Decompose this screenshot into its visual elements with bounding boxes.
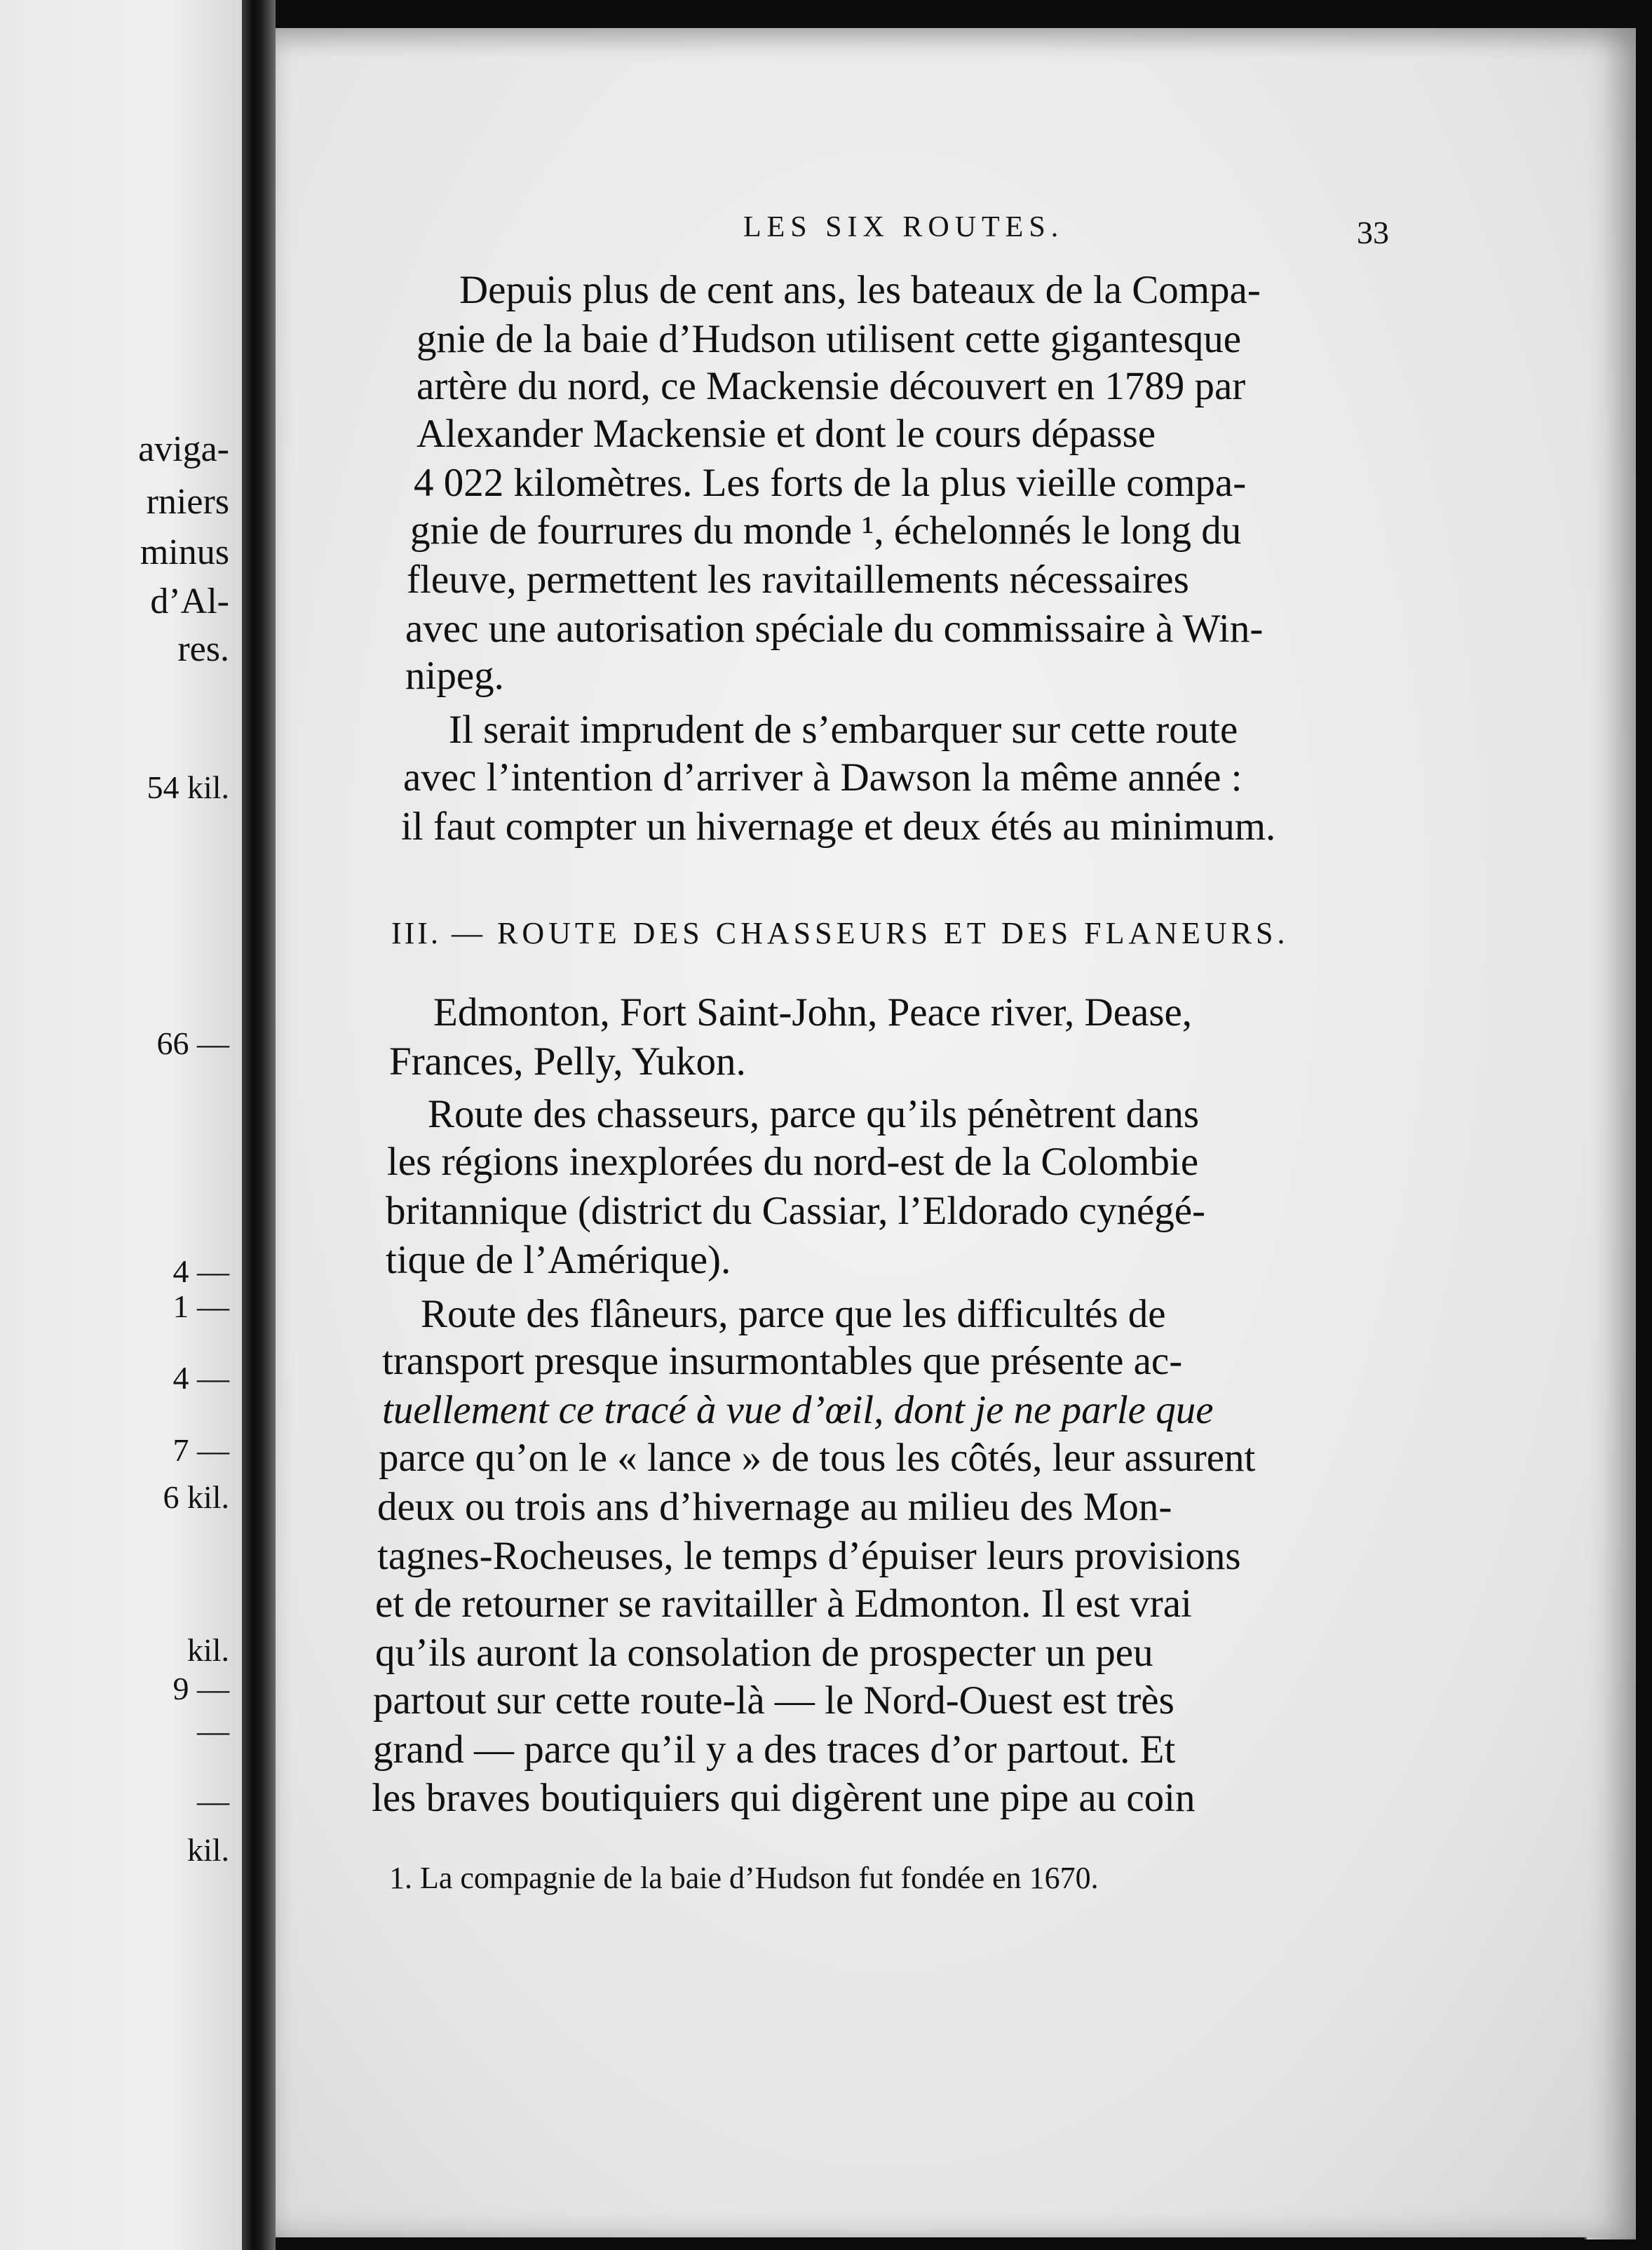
left-page-line: 66 — (156, 1025, 229, 1061)
text-line: 4 022 kilomètres. Les forts de la plus vieille compa- (414, 461, 1247, 505)
text-line: gnie de fourrures du monde ¹, échelonnés le long du (410, 508, 1242, 553)
left-page-line: d’Al- (150, 581, 229, 621)
left-page-line: 7 — (172, 1432, 229, 1468)
left-page-line: 9 — (172, 1671, 229, 1706)
left-page-line: 4 — (172, 1360, 229, 1396)
text-line: fleuve, permettent les ravitaillements nécessaires (407, 558, 1189, 602)
text-line: grand — parce qu’il y a des traces d’or partout. Et (373, 1727, 1176, 1772)
section-number: III. — (391, 916, 485, 950)
text-line: Route des flâneurs, parce que les difficultés de (421, 1292, 1166, 1336)
left-page-line: — (197, 1783, 229, 1819)
text-line: partout sur cette route-là — le Nord-Ouest est très (373, 1678, 1174, 1723)
text-line: avec une autorisation spéciale du commissaire à Win- (405, 607, 1264, 651)
text-line: tuellement ce tracé à vue d’œil, dont je ne parle que (382, 1388, 1214, 1432)
left-page-line: res. (177, 629, 229, 669)
text-line: il faut compter un hivernage et deux étés au minimum. (401, 804, 1276, 849)
text-line: britannique (district du Cassiar, l’Eldorado cynégé- (386, 1189, 1206, 1233)
text-line: parce qu’on le « lance » de tous les côtés, leur assurent (379, 1436, 1256, 1480)
text-line: deux ou trois ans d’hivernage au milieu des Mon- (377, 1485, 1172, 1529)
left-page-line: minus (140, 532, 229, 572)
text-line: Alexander Mackensie et dont le cours dépasse (417, 412, 1156, 456)
text-line: tique de l’Amérique). (386, 1238, 731, 1282)
page-number: 33 (1357, 215, 1389, 250)
text-line: qu’ils auront la consolation de prospecter un peu (375, 1631, 1153, 1675)
text-line: avec l’intention d’arriver à Dawson la même année : (403, 755, 1243, 800)
left-page-line: 54 kil. (147, 769, 229, 805)
left-page-line: kil. (187, 1632, 229, 1668)
left-page-line: aviga- (138, 429, 229, 469)
left-page-line: 4 — (172, 1253, 229, 1289)
text-line: Edmonton, Fort Saint-John, Peace river, Dease, (433, 990, 1193, 1035)
left-page-fragment (0, 0, 242, 2250)
text-line: les braves boutiquiers qui digèrent une pipe au coin (372, 1776, 1196, 1820)
section-heading (391, 915, 1289, 951)
text-line: tagnes-Rocheuses, le temps d’épuiser leurs provisions (377, 1534, 1241, 1578)
running-head: LES SIX ROUTES. (743, 211, 1064, 243)
text-line: Frances, Pelly, Yukon. (389, 1039, 746, 1084)
book-gutter (242, 0, 276, 2250)
section-title-text: ROUTE DES CHASSEURS ET DES FLANEURS. (496, 916, 1289, 950)
text-line: artère du nord, ce Mackensie découvert en 1789 par (417, 364, 1246, 408)
left-page-line: — (197, 1713, 229, 1749)
left-page-line: 6 kil. (163, 1479, 229, 1515)
text-line: Depuis plus de cent ans, les bateaux de la Compa- (459, 268, 1261, 312)
left-page-line: 1 — (172, 1288, 229, 1324)
text-line: Route des chasseurs, parce qu’ils pénètrent dans (428, 1092, 1200, 1136)
text-line: Il serait imprudent de s’embarquer sur cette route (449, 708, 1238, 752)
text-line: transport presque insurmontables que présente ac- (382, 1339, 1183, 1383)
text-line: gnie de la baie d’Hudson utilisent cette gigantesque (417, 317, 1242, 361)
text-line: et de retourner se ravitailler à Edmonton. Il est vrai (375, 1582, 1192, 1626)
text-line: les régions inexplorées du nord-est de la Colombie (387, 1140, 1199, 1184)
footnote: 1. La compagnie de la baie d’Hudson fut fondée en 1670. (389, 1861, 1099, 1895)
left-page-line: kil. (187, 1832, 229, 1868)
left-page-line: rniers (146, 482, 229, 522)
text-line: nipeg. (405, 654, 504, 698)
